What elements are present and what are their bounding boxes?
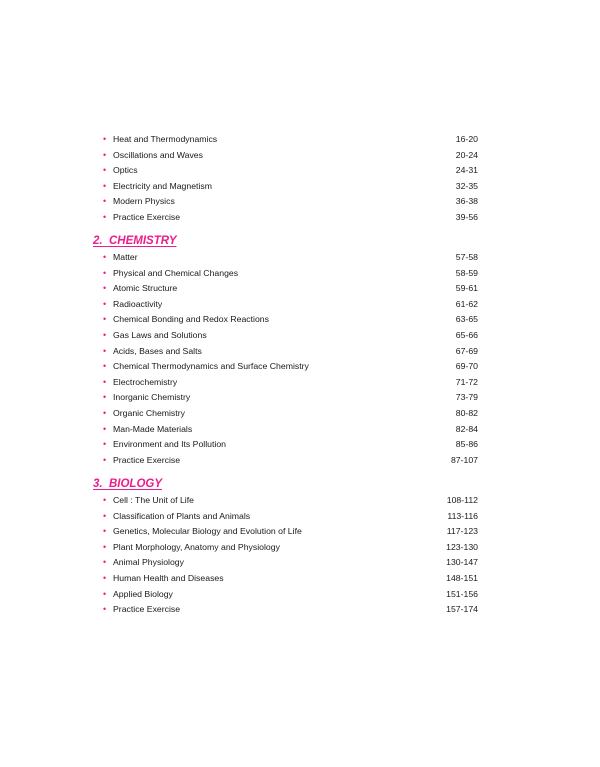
toc-entry (93, 132, 478, 148)
toc-entry (93, 359, 478, 375)
toc-entry-pages: 57-58 (455, 252, 478, 262)
bullet-icon: • (103, 134, 107, 144)
toc-entry (93, 509, 478, 525)
toc-entry-pages: 69-70 (455, 361, 478, 372)
toc-entry (93, 390, 478, 406)
toc-entry-pages: 71-72 (455, 376, 478, 387)
toc-list-biology (93, 493, 478, 618)
section-heading: 2. CHEMISTRY (93, 235, 177, 247)
toc-entry-pages: 151-156 (446, 588, 478, 599)
toc-entry-title: Modern Physics (113, 196, 175, 207)
toc-list-physics (93, 132, 478, 226)
bullet-icon: • (103, 376, 107, 387)
toc-entry (93, 602, 478, 618)
bullet-icon: • (103, 361, 107, 372)
toc-entry (93, 344, 478, 360)
toc-entry (93, 328, 478, 344)
toc-entry (93, 297, 478, 313)
toc-entry-title: Matter (113, 252, 138, 262)
bullet-icon: • (103, 298, 107, 309)
toc-entry-pages: 63-65 (455, 314, 478, 325)
toc-entry-pages: 36-38 (455, 196, 478, 207)
toc-entry-title: Practice Exercise (113, 604, 181, 615)
bullet-icon: • (103, 329, 107, 340)
bullet-icon: • (103, 495, 107, 505)
toc-entry-pages: 20-24 (455, 149, 478, 160)
toc-entry-title: Animal Physiology (113, 557, 184, 568)
bullet-icon: • (103, 541, 107, 552)
toc-entry-title: Applied Biology (113, 588, 173, 599)
toc-entry-pages: 130-147 (446, 557, 478, 568)
toc-entry-title: Chemical Bonding and Redox Reactions (113, 314, 269, 325)
bullet-icon: • (103, 196, 107, 207)
bullet-icon: • (103, 180, 107, 191)
toc-section-physics (93, 132, 478, 226)
bullet-icon: • (103, 252, 107, 262)
bullet-icon: • (103, 588, 107, 599)
bullet-icon: • (103, 557, 107, 568)
toc-entry-pages: 85-86 (455, 439, 478, 450)
toc-entry-pages: 58-59 (455, 267, 478, 278)
toc-entry (93, 587, 478, 603)
bullet-icon: • (103, 439, 107, 450)
toc-entry (93, 422, 478, 438)
toc-entry-title: Plant Morphology, Anatomy and Physiology (113, 541, 280, 552)
toc-entry (93, 163, 478, 179)
toc-entry-title: Heat and Thermodynamics (113, 134, 218, 144)
toc-entry (93, 406, 478, 422)
bullet-icon: • (103, 454, 107, 465)
toc-entry-pages: 67-69 (455, 345, 478, 356)
toc-entry-title: Practice Exercise (113, 454, 181, 465)
toc-entry (93, 179, 478, 195)
toc-entry-pages: 39-56 (455, 211, 478, 222)
toc-entry-pages: 108-112 (446, 495, 478, 505)
toc-entry-pages: 32-35 (455, 180, 478, 191)
toc-list-chemistry (93, 250, 478, 468)
toc-entry-title: Oscillations and Waves (113, 149, 203, 160)
toc-entry-pages: 80-82 (455, 407, 478, 418)
bullet-icon: • (103, 314, 107, 325)
toc-entry-title: Gas Laws and Solutions (113, 329, 207, 340)
toc-entry (93, 540, 478, 556)
toc-entry (93, 437, 478, 453)
toc-entry-title: Electrochemistry (113, 376, 178, 387)
toc-entry (93, 266, 478, 282)
toc-entry (93, 194, 478, 210)
toc-section-chemistry (93, 233, 478, 468)
bullet-icon: • (103, 423, 107, 434)
toc-entry-title: Organic Chemistry (113, 407, 185, 418)
toc-entry (93, 555, 478, 571)
toc-entry-pages: 61-62 (455, 298, 478, 309)
bullet-icon: • (103, 211, 107, 222)
toc-entry-pages: 82-84 (455, 423, 478, 434)
bullet-icon: • (103, 407, 107, 418)
toc-entry-title: Acids, Bases and Salts (113, 345, 202, 356)
toc-entry-pages: 157-174 (446, 604, 478, 615)
toc-entry (93, 312, 478, 328)
toc-entry (93, 571, 478, 587)
toc-entry (93, 493, 478, 509)
toc-entry (93, 281, 478, 297)
toc-entry-pages: 65-66 (455, 329, 478, 340)
toc-entry-pages: 148-151 (446, 572, 478, 583)
toc-entry-pages: 87-107 (450, 454, 478, 465)
toc-entry-title: Classification of Plants and Animals (113, 510, 251, 521)
toc-entry-title: Physical and Chemical Changes (113, 267, 239, 278)
toc-entry-pages: 73-79 (455, 392, 478, 403)
bullet-icon: • (103, 604, 107, 615)
toc-entry-title: Human Health and Diseases (113, 572, 224, 583)
toc-entry-pages: 16-20 (455, 134, 478, 144)
toc-entry-pages: 113-116 (447, 510, 478, 521)
toc-entry-title: Genetics, Molecular Biology and Evolution of Life (113, 526, 302, 537)
toc-entry (93, 210, 478, 226)
toc-entry-title: Inorganic Chemistry (113, 392, 191, 403)
toc-entry (93, 148, 478, 164)
toc-entry-title: Electricity and Magnetism (113, 180, 212, 191)
toc-entry-title: Environment and Its Pollution (113, 439, 227, 450)
toc-entry-title: Radioactivity (113, 298, 163, 309)
toc-entry (93, 524, 478, 540)
toc-entry-title: Practice Exercise (113, 211, 181, 222)
toc-entry-title: Atomic Structure (113, 283, 178, 294)
toc-entry-title: Optics (113, 165, 138, 176)
toc-entry-pages: 123-130 (446, 541, 478, 552)
toc-entry (93, 250, 478, 266)
toc-entry (93, 375, 478, 391)
bullet-icon: • (103, 526, 107, 537)
bullet-icon: • (103, 510, 107, 521)
bullet-icon: • (103, 392, 107, 403)
toc-entry-pages: 117-123 (446, 526, 478, 537)
bullet-icon: • (103, 149, 107, 160)
toc-entry-pages: 59-61 (455, 283, 478, 294)
toc-section-biology (93, 476, 478, 618)
section-heading: 3. BIOLOGY (93, 478, 163, 490)
toc-entry-title: Man-Made Materials (113, 423, 193, 434)
bullet-icon: • (103, 283, 107, 294)
bullet-icon: • (103, 572, 107, 583)
bullet-icon: • (103, 345, 107, 356)
bullet-icon: • (103, 165, 107, 176)
bullet-icon: • (103, 267, 107, 278)
toc-entry-pages: 24-31 (455, 165, 478, 176)
toc-entry (93, 453, 478, 469)
toc-entry-title: Cell : The Unit of Life (113, 495, 194, 505)
toc-entry-title: Chemical Thermodynamics and Surface Chemistry (113, 361, 309, 372)
